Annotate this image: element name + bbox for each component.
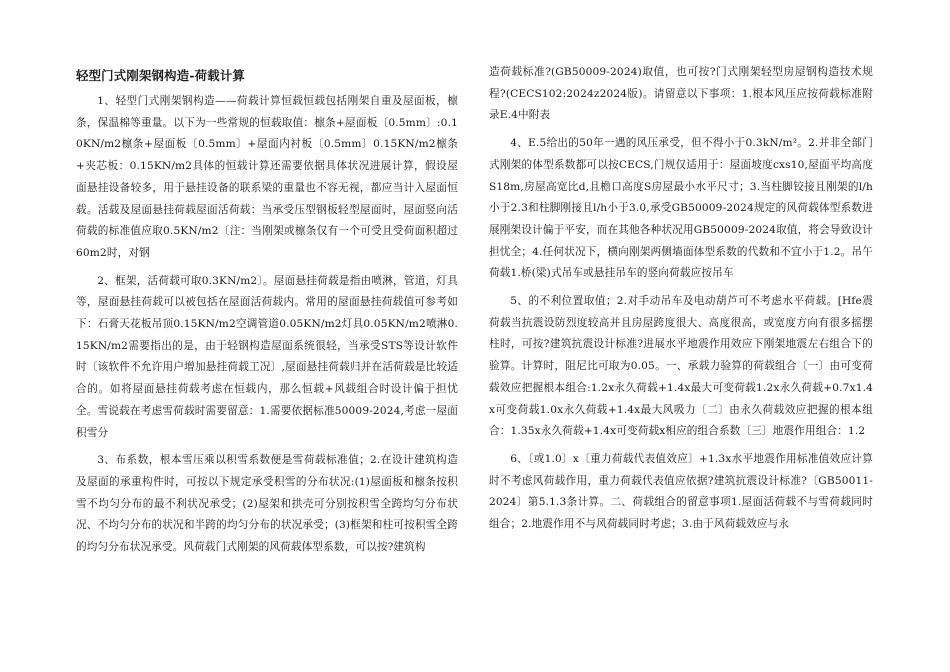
paragraph-4: 4、E.5给出的50年一遇的风压承受，但不得小于0.3kN/m²。2.并非全部门式刚架的体型系数都可以按CECS,门规仅适用于：屋面坡度cxs10,屋面平均高度S18m,房屋高宽比d,且檐口高度S房屋最小水平尺寸；3.当柱脚铰接且刚架的l/h小于2.3和柱脚刚接且l/h小于3.0,承受GB50009-2024规定的风荷载体型系数进展刚架设计偏于平安，而在其他各种状况用GB50009-2024取值，将会导致设计担忧全；4.任何状况下，横向刚架两侧墙面体型系数的代数和不宜小于1.2。吊午荷载1.桥(梁)式吊车或悬挂吊车的竖向荷载应按吊车 — [489, 137, 873, 280]
document-title: 轻型门式刚架钢构造-荷载计算 — [76, 68, 246, 83]
paragraph-5: 5、的不利位置取值；2.对手动吊车及电动葫芦可不考虑水平荷载。[Hfe震荷载当抗震设防烈度较高并且房屋跨度很大、高度很高，或宽度方向有很多摇摆柱时，可按?建筑抗震设计标准?进展水平地震作用效应下刚架地震左右组合下的验算。计算时，阻尼比可取为0.05。一、承载力验算的荷载组合〔一〕由可变荷载效应把握根本组合:1.2x永久荷载+1.4x最大可变荷载1.2x永久荷载+0.7x1.4x可变荷载1.0x永久荷载+1.4x最大风吸力〔二〕由永久荷载效应把握的根本组合：1.35x永久荷载+1.4x可变荷载x相应的组合系数〔三〕地震作用组合：1.2 — [489, 295, 873, 438]
left-column — [76, 62, 458, 565]
paragraph-6: 6、〔或1.0〕x〔重力荷载代表值效应〕+1.3x水平地震作用标准值效应计算时不考虑风荷载作用，重力荷载代表值应依据?建筑抗震设计标准?〔GB50011-2024〕第5.1.3条计算。二、荷载组合的留意事项1.屋面活荷载不与雪荷载同时组合；2.地震作用不与风荷载同时考虑；3.由于风荷载效应与永 — [489, 452, 873, 531]
paragraph-1: 1、轻型门式刚架钢构造——荷载计算恒载恒载包括刚架自重及屋面板，檩条，保温棉等重量。以下为一些常规的恒载取值：檩条+屋面板〔0.5mm〕:0.10KN/m2檩条+屋面板〔0.5mm〕+屋面内衬板〔0.5mm〕0.15KN/m2檩条+夹芯板：0.15KN/m2具体的恒载计算还需要依据具体状况进展计算，假设屋面悬挂设备较多，用于悬挂设备的联系梁的重量也不容无视，都应当计入屋面恒载。活载及屋面悬挂荷载屋面活荷载：当承受压型钢板轻型屋面时，屋面竖向活荷载的标准值应取0.5KN/m2〔注：当刚架或檩条仅有一个可受且受荷面积超过60m2时，对钢 — [76, 95, 458, 259]
paragraph-3: 3、布系数，根本雪压乘以积雪系数便是雪荷载标准值；2.在设计建筑构造及屋面的承重构件时，可按以下规定承受积雪的分布状况:(1)屋面板和檩条按积雪不均匀分布的最不利状况承受；(2)屋架和拱壳可分别按积雪全跨均匀分布状况、不均匀分布的状况和半跨的均匀分布的状况承受；(3)框架和柱可按积雪全跨的均匀分布状况承受。风荷载门式刚架的风荷载体型系数，可以按?建筑构 — [76, 454, 458, 554]
paragraph-3-continued: 造荷载标准?(GB50009-2024)取值，也可按?门式刚架轻型房屋钢构造技术规程?(CECS102:2024z2024版)。请留意以下事项：1.根本风压应按荷载标准附录E.4中附表 — [489, 66, 873, 122]
right-column — [489, 62, 873, 542]
paragraph-2: 2、框架，活荷载可取0.3KN/m2〕。屋面悬挂荷载是指由喷淋，管道，灯具等，屋面悬挂荷载可以被包括在屋面活荷载内。常用的屋面悬挂荷载值可参考如下：石膏天花板吊顶0.15KN/m2空调管道0.05KN/m2灯具0.05KN/m2喷淋0.15KN/m2需要指出的是，由于轻钢构造屋面系统很轻，当承受STS等设计软件时〔该软件不允许用户增加悬挂荷载工况〕,屋面悬挂荷载归并在活荷载是比较适合的。如将屋面悬挂荷载考虑在恒载内，那么恒载+风载组合时设计偏于担忧全。雪说载在考虑雪荷载时需要留意：1.需要依据标准50009-2024,考虑一屋面积雪分 — [76, 274, 458, 439]
